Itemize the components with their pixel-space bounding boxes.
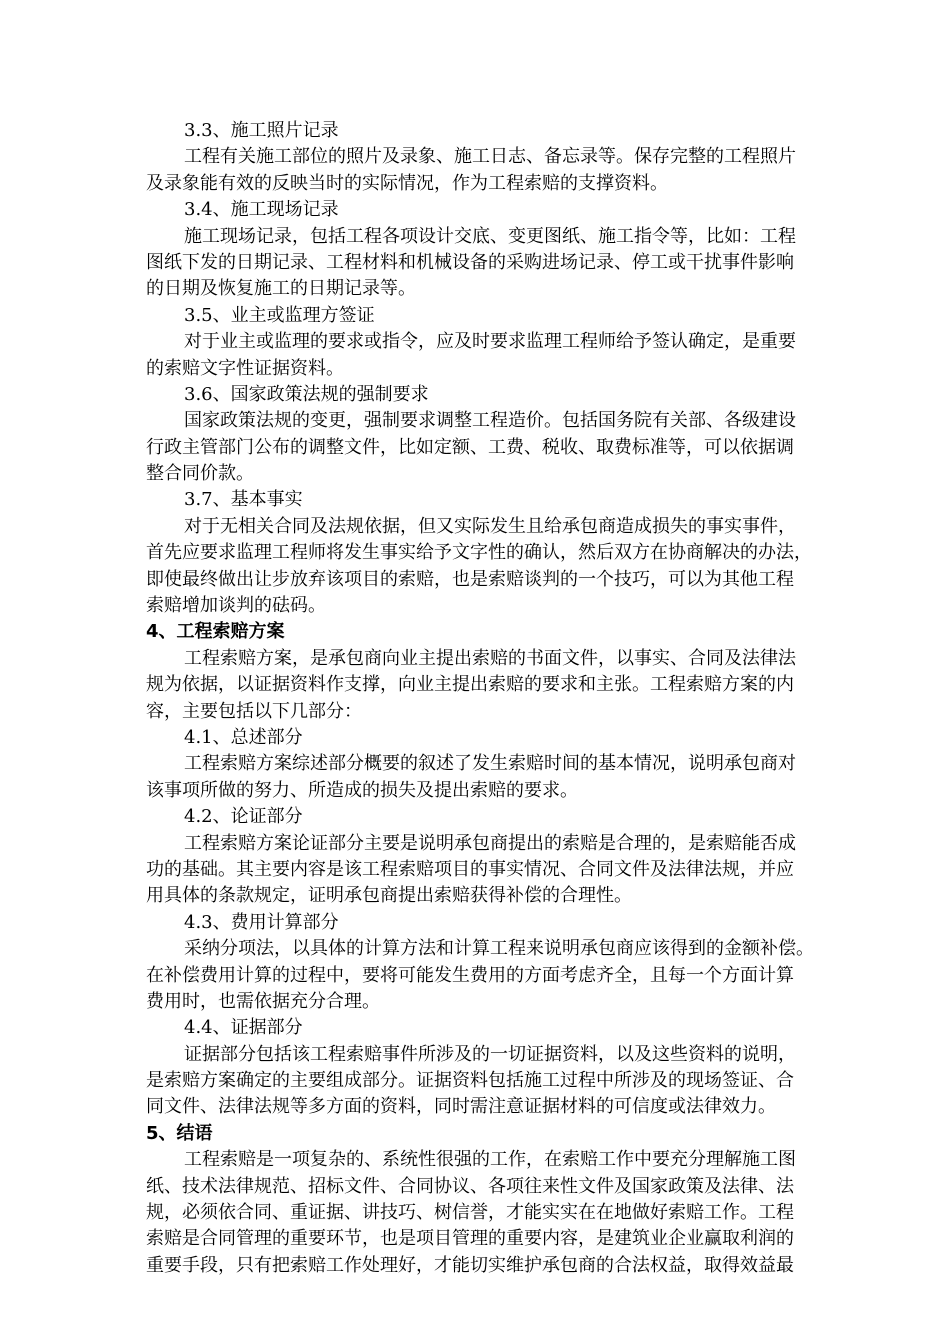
text-line: 用具体的条款规定，证明承包商提出索赔获得补偿的合理性。 <box>146 885 632 907</box>
text-line: 的索赔文字性证据资料。 <box>146 357 344 379</box>
text-line: 即使最终做出让步放弃该项目的索赔，也是索赔谈判的一个技巧，可以为其他工程 <box>146 568 794 590</box>
text-line: 工程索赔方案论证部分主要是说明承包商提出的索赔是合理的，是索赔能否成 <box>184 832 796 854</box>
text-line: 工程索赔方案综述部分概要的叙述了发生索赔时间的基本情况，说明承包商对 <box>184 753 796 775</box>
subsection-heading: 3.6、国家政策法规的强制要求 <box>184 383 429 405</box>
subsection-heading: 3.5、业主或监理方签证 <box>184 304 375 326</box>
document-page <box>146 118 836 1279</box>
section-heading: 4、工程索赔方案 <box>146 621 285 643</box>
text-line: 费用时，也需依据充分合理。 <box>146 990 380 1012</box>
text-line: 的日期及恢复施工的日期记录等。 <box>146 278 416 300</box>
subsection-heading: 4.2、论证部分 <box>184 806 303 828</box>
subsection-heading: 3.4、施工现场记录 <box>184 199 339 221</box>
text-line: 对于业主或监理的要求或指令，应及时要求监理工程师给予签认确定，是重要 <box>184 331 796 353</box>
text-line: 重要手段，只有把索赔工作处理好，才能切实维护承包商的合法权益，取得效益最 <box>146 1254 794 1276</box>
text-line: 索赔增加谈判的砝码。 <box>146 595 326 617</box>
subsection-heading: 3.7、基本事实 <box>184 489 303 511</box>
subsection-heading: 4.1、总述部分 <box>184 726 303 748</box>
text-line: 图纸下发的日期记录、工程材料和机械设备的采购进场记录、停工或干扰事件影响 <box>146 251 794 273</box>
text-line: 证据部分包括该工程索赔事件所涉及的一切证据资料，以及这些资料的说明， <box>184 1043 796 1065</box>
text-line: 对于无相关合同及法规依据，但又实际发生且给承包商造成损失的事实事件， <box>184 515 796 537</box>
text-line: 功的基础。其主要内容是该工程索赔项目的事实情况、合同文件及法律法规，并应 <box>146 858 794 880</box>
text-line: 容，主要包括以下几部分： <box>146 700 362 722</box>
text-line: 施工现场记录，包括工程各项设计交底、变更图纸、施工指令等，比如：工程 <box>184 225 796 247</box>
text-line: 在补偿费用计算的过程中，要将可能发生费用的方面考虑齐全，且每一个方面计算 <box>146 964 794 986</box>
subsection-heading: 4.4、证据部分 <box>184 1017 303 1039</box>
text-line: 是索赔方案确定的主要组成部分。证据资料包括施工过程中所涉及的现场签证、合 <box>146 1070 794 1092</box>
text-line: 行政主管部门公布的调整文件，比如定额、工费、税收、取费标准等，可以依据调 <box>146 436 794 458</box>
text-line: 工程索赔是一项复杂的、系统性很强的工作，在索赔工作中要充分理解施工图 <box>184 1149 796 1171</box>
text-line: 同文件、法律法规等多方面的资料，同时需注意证据材料的可信度或法律效力。 <box>146 1096 776 1118</box>
text-line: 该事项所做的努力、所造成的损失及提出索赔的要求。 <box>146 779 578 801</box>
text-line: 纸、技术法律规范、招标文件、合同协议、各项往来性文件及国家政策及法律、法 <box>146 1175 794 1197</box>
subsection-heading: 4.3、费用计算部分 <box>184 911 339 933</box>
text-line: 工程索赔方案，是承包商向业主提出索赔的书面文件，以事实、合同及法律法 <box>184 647 796 669</box>
text-line: 索赔是合同管理的重要环节，也是项目管理的重要内容，是建筑业企业赢取利润的 <box>146 1228 794 1250</box>
section-heading: 5、结语 <box>146 1122 213 1144</box>
subsection-heading: 3.3、施工照片记录 <box>184 120 339 141</box>
text-line: 首先应要求监理工程师将发生事实给予文字性的确认，然后双方在协商解决的办法， <box>146 542 812 564</box>
text-line: 及录象能有效的反映当时的实际情况，作为工程索赔的支撑资料。 <box>146 172 668 194</box>
text-line: 规为依据，以证据资料作支撑，向业主提出索赔的要求和主张。工程索赔方案的内 <box>146 674 794 696</box>
text-line: 工程有关施工部位的照片及录象、施工日志、备忘录等。保存完整的工程照片 <box>184 146 796 168</box>
text-line: 规，必须依合同、重证据、讲技巧、树信誉，才能实实在在地做好索赔工作。工程 <box>146 1202 794 1224</box>
text-line: 国家政策法规的变更，强制要求调整工程造价。包括国务院有关部、各级建设 <box>184 410 796 432</box>
text-line: 采纳分项法，以具体的计算方法和计算工程来说明承包商应该得到的金额补偿。 <box>184 938 814 960</box>
text-line: 整合同价款。 <box>146 463 254 485</box>
